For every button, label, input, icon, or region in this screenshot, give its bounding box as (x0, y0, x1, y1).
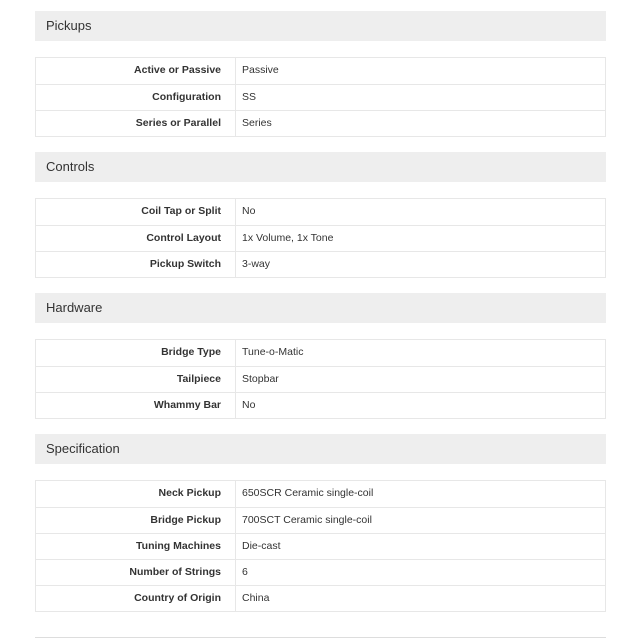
spec-label: Whammy Bar (36, 393, 236, 418)
table-row (36, 507, 605, 533)
table-row (36, 58, 605, 84)
table-row (36, 84, 605, 110)
table-row (36, 481, 605, 507)
spec-table (35, 57, 606, 137)
table-row (36, 110, 605, 136)
table-row (36, 533, 605, 559)
section-controls (35, 152, 606, 278)
spec-table (35, 198, 606, 278)
spec-label: Number of Strings (36, 560, 236, 585)
spec-label: Country of Origin (36, 586, 236, 611)
spec-label: Series or Parallel (36, 111, 236, 136)
spec-value: 700SCT Ceramic single-coil (242, 514, 372, 526)
table-row (36, 340, 605, 366)
spec-label: Neck Pickup (36, 481, 236, 507)
section-specification (35, 434, 606, 612)
table-row (36, 366, 605, 392)
section-title: Pickups (35, 11, 606, 41)
spec-label: Control Layout (36, 226, 236, 251)
spec-label: Tailpiece (36, 367, 236, 392)
table-row (36, 559, 605, 585)
spec-value: 6 (242, 566, 248, 578)
spec-value: SS (242, 91, 257, 103)
spec-label: Configuration (36, 85, 236, 110)
spec-label: Tuning Machines (36, 534, 236, 559)
spec-label: Active or Passive (36, 58, 236, 84)
table-row (36, 392, 605, 418)
table-row (36, 225, 605, 251)
section-title: Specification (35, 434, 606, 464)
section-title: Controls (35, 152, 606, 182)
table-row (36, 199, 605, 225)
section-title: Hardware (35, 293, 606, 323)
spec-value: No (242, 205, 256, 217)
spec-value: Passive (242, 64, 279, 76)
spec-value: Stopbar (242, 373, 279, 385)
spec-value: 650SCR Ceramic single-coil (242, 487, 374, 499)
spec-value: No (242, 399, 256, 411)
spec-table (35, 480, 606, 612)
table-row (36, 585, 605, 611)
spec-value: 1x Volume, 1x Tone (242, 232, 334, 244)
spec-value: Tune-o-Matic (242, 346, 304, 358)
section-pickups (35, 11, 606, 137)
spec-label: Bridge Type (36, 340, 236, 366)
spec-table (35, 339, 606, 419)
spec-label: Bridge Pickup (36, 508, 236, 533)
divider (35, 637, 606, 638)
spec-value: Series (242, 117, 272, 129)
section-hardware (35, 293, 606, 419)
spec-value: China (242, 592, 270, 604)
spec-value: 3-way (242, 258, 271, 270)
table-row (36, 251, 605, 277)
spec-label: Pickup Switch (36, 252, 236, 277)
spec-label: Coil Tap or Split (36, 199, 236, 225)
spec-value: Die-cast (242, 540, 281, 552)
